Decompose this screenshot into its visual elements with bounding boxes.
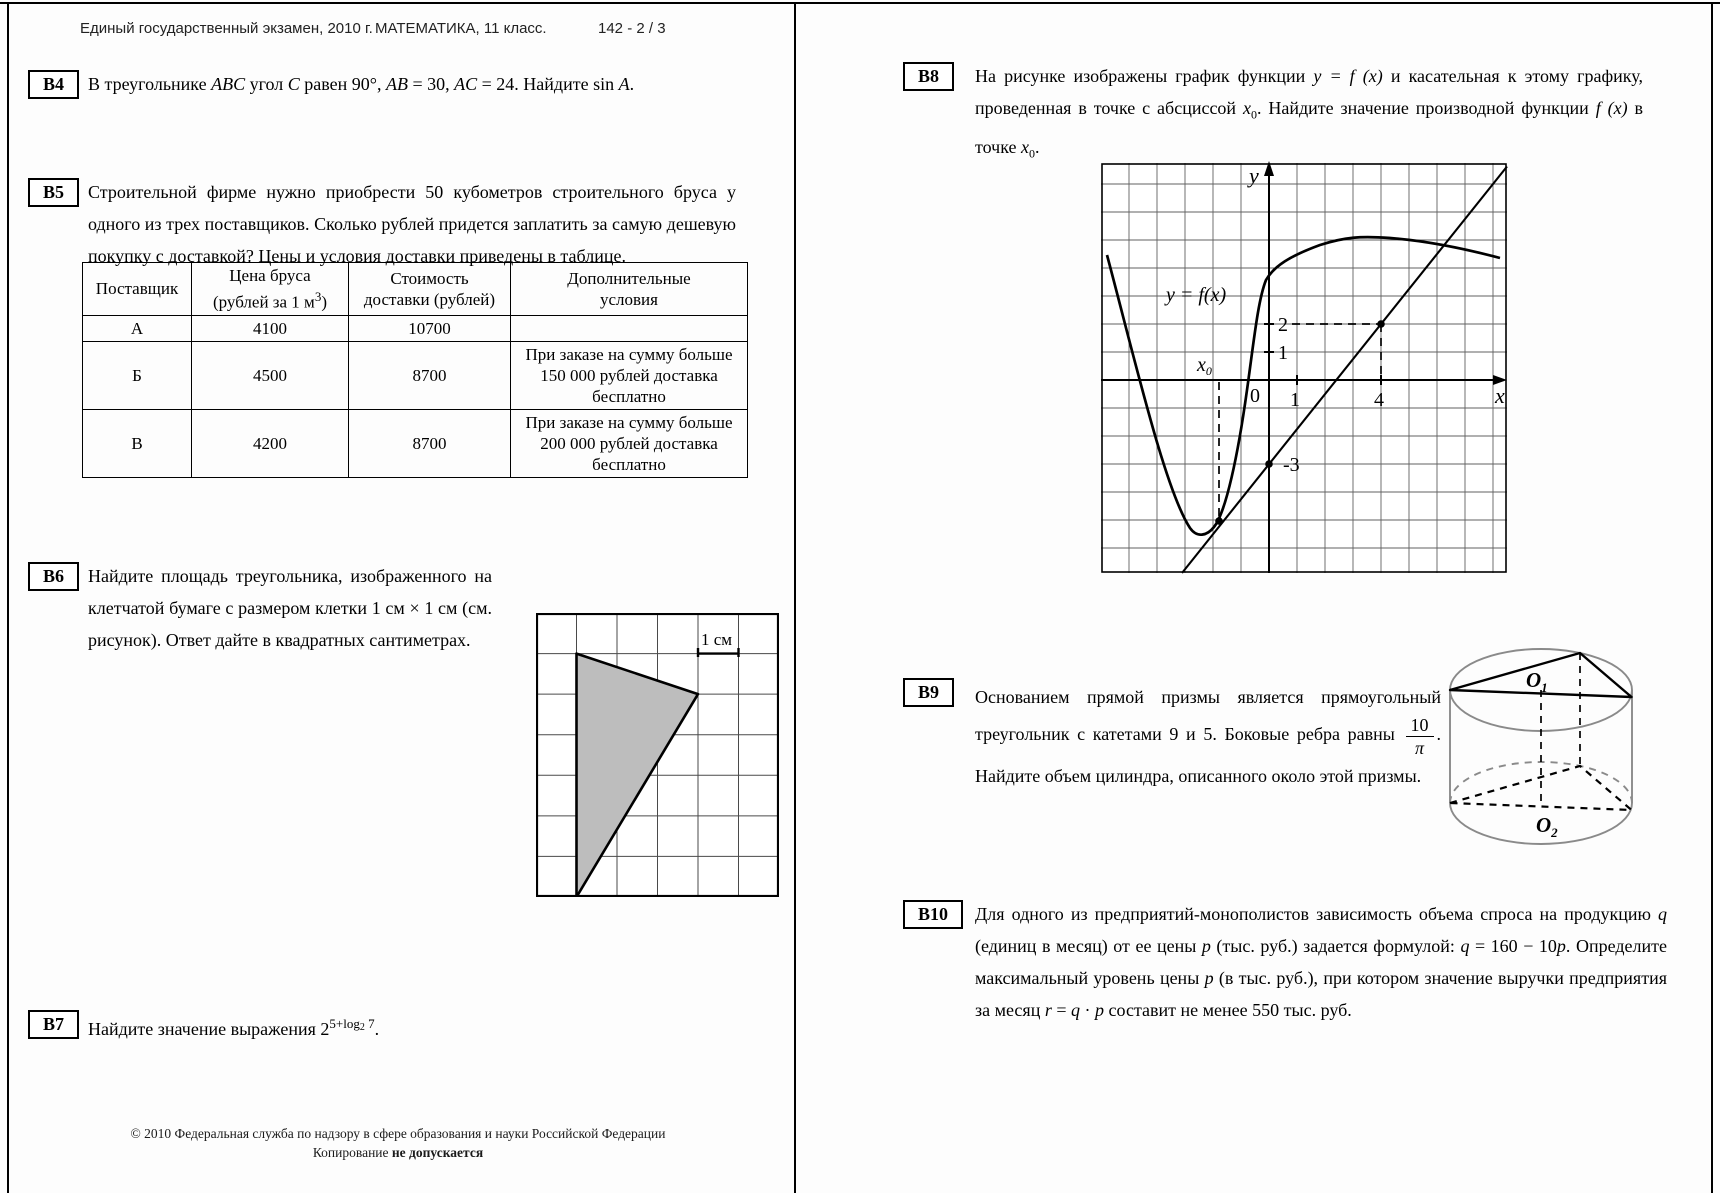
column-divider-rule [794, 2, 796, 1193]
b8-function: y = f (x) [1313, 66, 1383, 86]
b10-text-part: составит не менее 550 тыс. руб. [1104, 1000, 1352, 1020]
b10-text-part: (в тыс. руб.), при котором значение выручки предприятия за месяц [975, 968, 1667, 1020]
b8-x0-sub: 0 [1250, 107, 1257, 122]
b5-suppliers-table [82, 262, 748, 478]
problem-b7-text [88, 1008, 738, 1045]
b10-text-part: (тыс. руб.) задается формулой: [1210, 936, 1461, 956]
b7-sup-sub: 2 [359, 1022, 365, 1033]
b8-text-part: На рисунке изображены график функции [975, 66, 1314, 86]
b6-grid-figure [536, 613, 779, 897]
cell-supplier: Б [83, 341, 192, 409]
right-rule [1711, 2, 1713, 1193]
top-center-label: $O_1$ [1526, 668, 1548, 695]
b9-fraction-numerator: 10 [1406, 714, 1434, 737]
b9-cylinder-figure [1440, 585, 1710, 855]
problem-b8-label: В8 [903, 62, 954, 91]
problem-b8-text [975, 60, 1643, 169]
x-tick-1-label: 1 [1290, 389, 1300, 411]
footer-notice [28, 1143, 768, 1162]
problem-b5-label: В5 [28, 178, 79, 207]
y-axis-label: y [1249, 163, 1259, 188]
problem-b6 [28, 560, 508, 720]
col-header-price-close: ) [321, 292, 327, 312]
origin-label: 0 [1250, 385, 1260, 407]
b10-var: q [1071, 1000, 1081, 1020]
b9-text-part: . Найдите объем цилиндра, описанного около этой призмы. [975, 724, 1441, 786]
b10-text-part: = 160 − 10 [1469, 936, 1557, 956]
col-header-conditions-line1: Дополнительные [567, 268, 691, 288]
b8-x0: x [1242, 98, 1251, 118]
cell-delivery: 8700 [349, 341, 511, 409]
b10-var: r [1044, 1000, 1052, 1020]
problem-b8 [903, 60, 1653, 170]
b10-text-part: . Определите максимальный уровень цены [975, 936, 1667, 988]
table-row [83, 315, 748, 341]
problem-b6-label: В6 [28, 562, 79, 591]
b4-text-part: угол [245, 74, 288, 94]
x0-label: $x_0$ [1197, 354, 1212, 378]
problem-b4-label: В4 [28, 70, 79, 99]
b10-var: p [1095, 1000, 1105, 1020]
cell-delivery: 10700 [349, 315, 511, 341]
b10-var: p [1204, 968, 1214, 988]
footer-notice-bold: не допускается [391, 1145, 484, 1160]
b10-var: p [1556, 936, 1566, 956]
b9-text-part: Основанием прямой призмы является прямоугольный треугольник с катетами 9 и 5. Боковые ребра равны [975, 687, 1441, 744]
col-header-delivery [349, 263, 511, 316]
x-axis-label: x [1495, 383, 1505, 408]
table-header-row [83, 263, 748, 316]
b4-var: ABC [211, 74, 246, 94]
cubic-sup: 3 [314, 289, 322, 304]
y-neg3-label: -3 [1283, 454, 1300, 476]
b8-function: f (x) [1595, 98, 1628, 118]
b4-var: AB [385, 74, 408, 94]
footer-copyright: © 2010 Федеральная служба по надзору в сфере образования и науки Российской Федерации [130, 1126, 666, 1141]
header-exam-title: Единый государственный экзамен, 2010 г. [80, 20, 373, 37]
b8-x0: x [1021, 136, 1030, 157]
b10-text-part: Для одного из предприятий-монополистов зависимость объема спроса на продукцию [975, 904, 1658, 924]
b9-fraction-denominator: π [1414, 738, 1425, 758]
b8-text-part: и касательная к этому графику, проведенная в точке с абсциссой [975, 66, 1643, 118]
col-header-price [192, 263, 349, 316]
header-page-code: 142 - 2 / 3 [598, 20, 666, 37]
b4-var: AC [454, 74, 478, 94]
cell-supplier: А [83, 315, 192, 341]
b4-text-part: = 30, [407, 74, 455, 94]
b4-text-part: = 24. Найдите sin [477, 74, 619, 94]
y-tick-2-label: 2 [1278, 314, 1288, 336]
b4-text-part: равен 90°, [299, 74, 386, 94]
point-4-2 [1377, 320, 1385, 328]
col-header-price-line2: (рублей за 1 м [212, 292, 315, 312]
col-header-conditions [511, 263, 748, 316]
col-header-supplier: Поставщик [83, 263, 192, 316]
problem-b4 [28, 68, 738, 128]
scale-label: 1 см [701, 630, 733, 649]
b4-text-part: В треугольнике [88, 74, 212, 94]
b4-text-part: . [629, 74, 635, 94]
cell-conditions: При заказе на сумму больше 200 000 рублей доставка бесплатно [511, 409, 748, 477]
left-rule [7, 2, 9, 1193]
b8-text-part: . Найдите значение производной функции [1256, 98, 1596, 118]
x-tick-4-label: 4 [1374, 389, 1384, 411]
b8-x0-sub: 0 [1029, 146, 1036, 161]
table-row [83, 409, 748, 477]
cell-price: 4500 [192, 341, 349, 409]
tangency-point [1215, 517, 1223, 525]
b7-exponent [329, 1016, 374, 1031]
b10-text-part: = [1051, 1000, 1072, 1020]
b4-var: A [618, 74, 630, 94]
footer-notice-normal: Копирование [312, 1145, 392, 1160]
problem-b7 [28, 1008, 738, 1058]
cell-conditions: При заказе на сумму больше 150 000 рублей доставка бесплатно [511, 341, 748, 409]
b10-var: q [1460, 936, 1470, 956]
col-header-delivery-line2: доставки (рублей) [363, 289, 496, 309]
cell-delivery: 8700 [349, 409, 511, 477]
cell-price: 4200 [192, 409, 349, 477]
problem-b5-text: Строительной фирме нужно приобрести 50 кубометров строительного бруса у одного из трех поставщиков. Сколько рублей придется заплатить за самую дешевую покупку с доставкой? Цены и условия доставки приведены в таблице. [88, 182, 736, 266]
b7-sup-part: 7 [364, 1016, 375, 1031]
header-subject: МАТЕМАТИКА, 11 класс. [375, 20, 547, 37]
b7-text-part: . [374, 1019, 380, 1039]
problem-b9-text [975, 680, 1441, 793]
problem-b9-label: В9 [903, 678, 954, 707]
b10-var: p [1201, 936, 1211, 956]
y-tick-1-label: 1 [1278, 342, 1288, 364]
bottom-center-label: $O_2$ [1536, 813, 1558, 840]
b8-graph-figure [1101, 155, 1508, 575]
curve-label: y = f(x) [1166, 284, 1227, 306]
b9-fraction [1403, 714, 1437, 759]
cell-conditions [511, 315, 748, 341]
graph-background [1101, 163, 1507, 573]
problem-b6-text: Найдите площадь треугольника, изображенного на клетчатой бумаге с размером клетки 1 см × 1 см (см. рисунок). Ответ дайте в квадратных сантиметрах. [88, 566, 492, 650]
top-rule [0, 2, 1720, 4]
col-header-delivery-line1: Стоимость [390, 268, 469, 288]
problem-b7-label: В7 [28, 1010, 79, 1039]
footer [28, 1124, 768, 1162]
b10-text-part: (единиц в месяц) от ее цены [975, 936, 1202, 956]
b8-text-part: . [1035, 136, 1040, 157]
problem-b10-text [975, 898, 1667, 1026]
b7-text-part: Найдите значение выражения [88, 1019, 321, 1039]
col-header-price-line1: Цена бруса [229, 266, 311, 285]
b7-sup-part: 5+log [329, 1016, 360, 1031]
b10-text-part: · [1080, 1000, 1096, 1020]
cell-price: 4100 [192, 315, 349, 341]
problem-b4-text [88, 68, 738, 100]
b10-var: q [1658, 904, 1667, 924]
table-row [83, 341, 748, 409]
problem-b10 [903, 898, 1673, 1078]
point-0-neg3 [1265, 460, 1273, 468]
b8-text-part: в точке [975, 98, 1644, 157]
cell-supplier: В [83, 409, 192, 477]
b4-var: C [287, 74, 300, 94]
problem-b9 [903, 676, 1443, 856]
problem-b10-label: В10 [903, 900, 963, 929]
b7-base: 2 [320, 1019, 330, 1039]
col-header-conditions-line2: условия [600, 289, 658, 309]
